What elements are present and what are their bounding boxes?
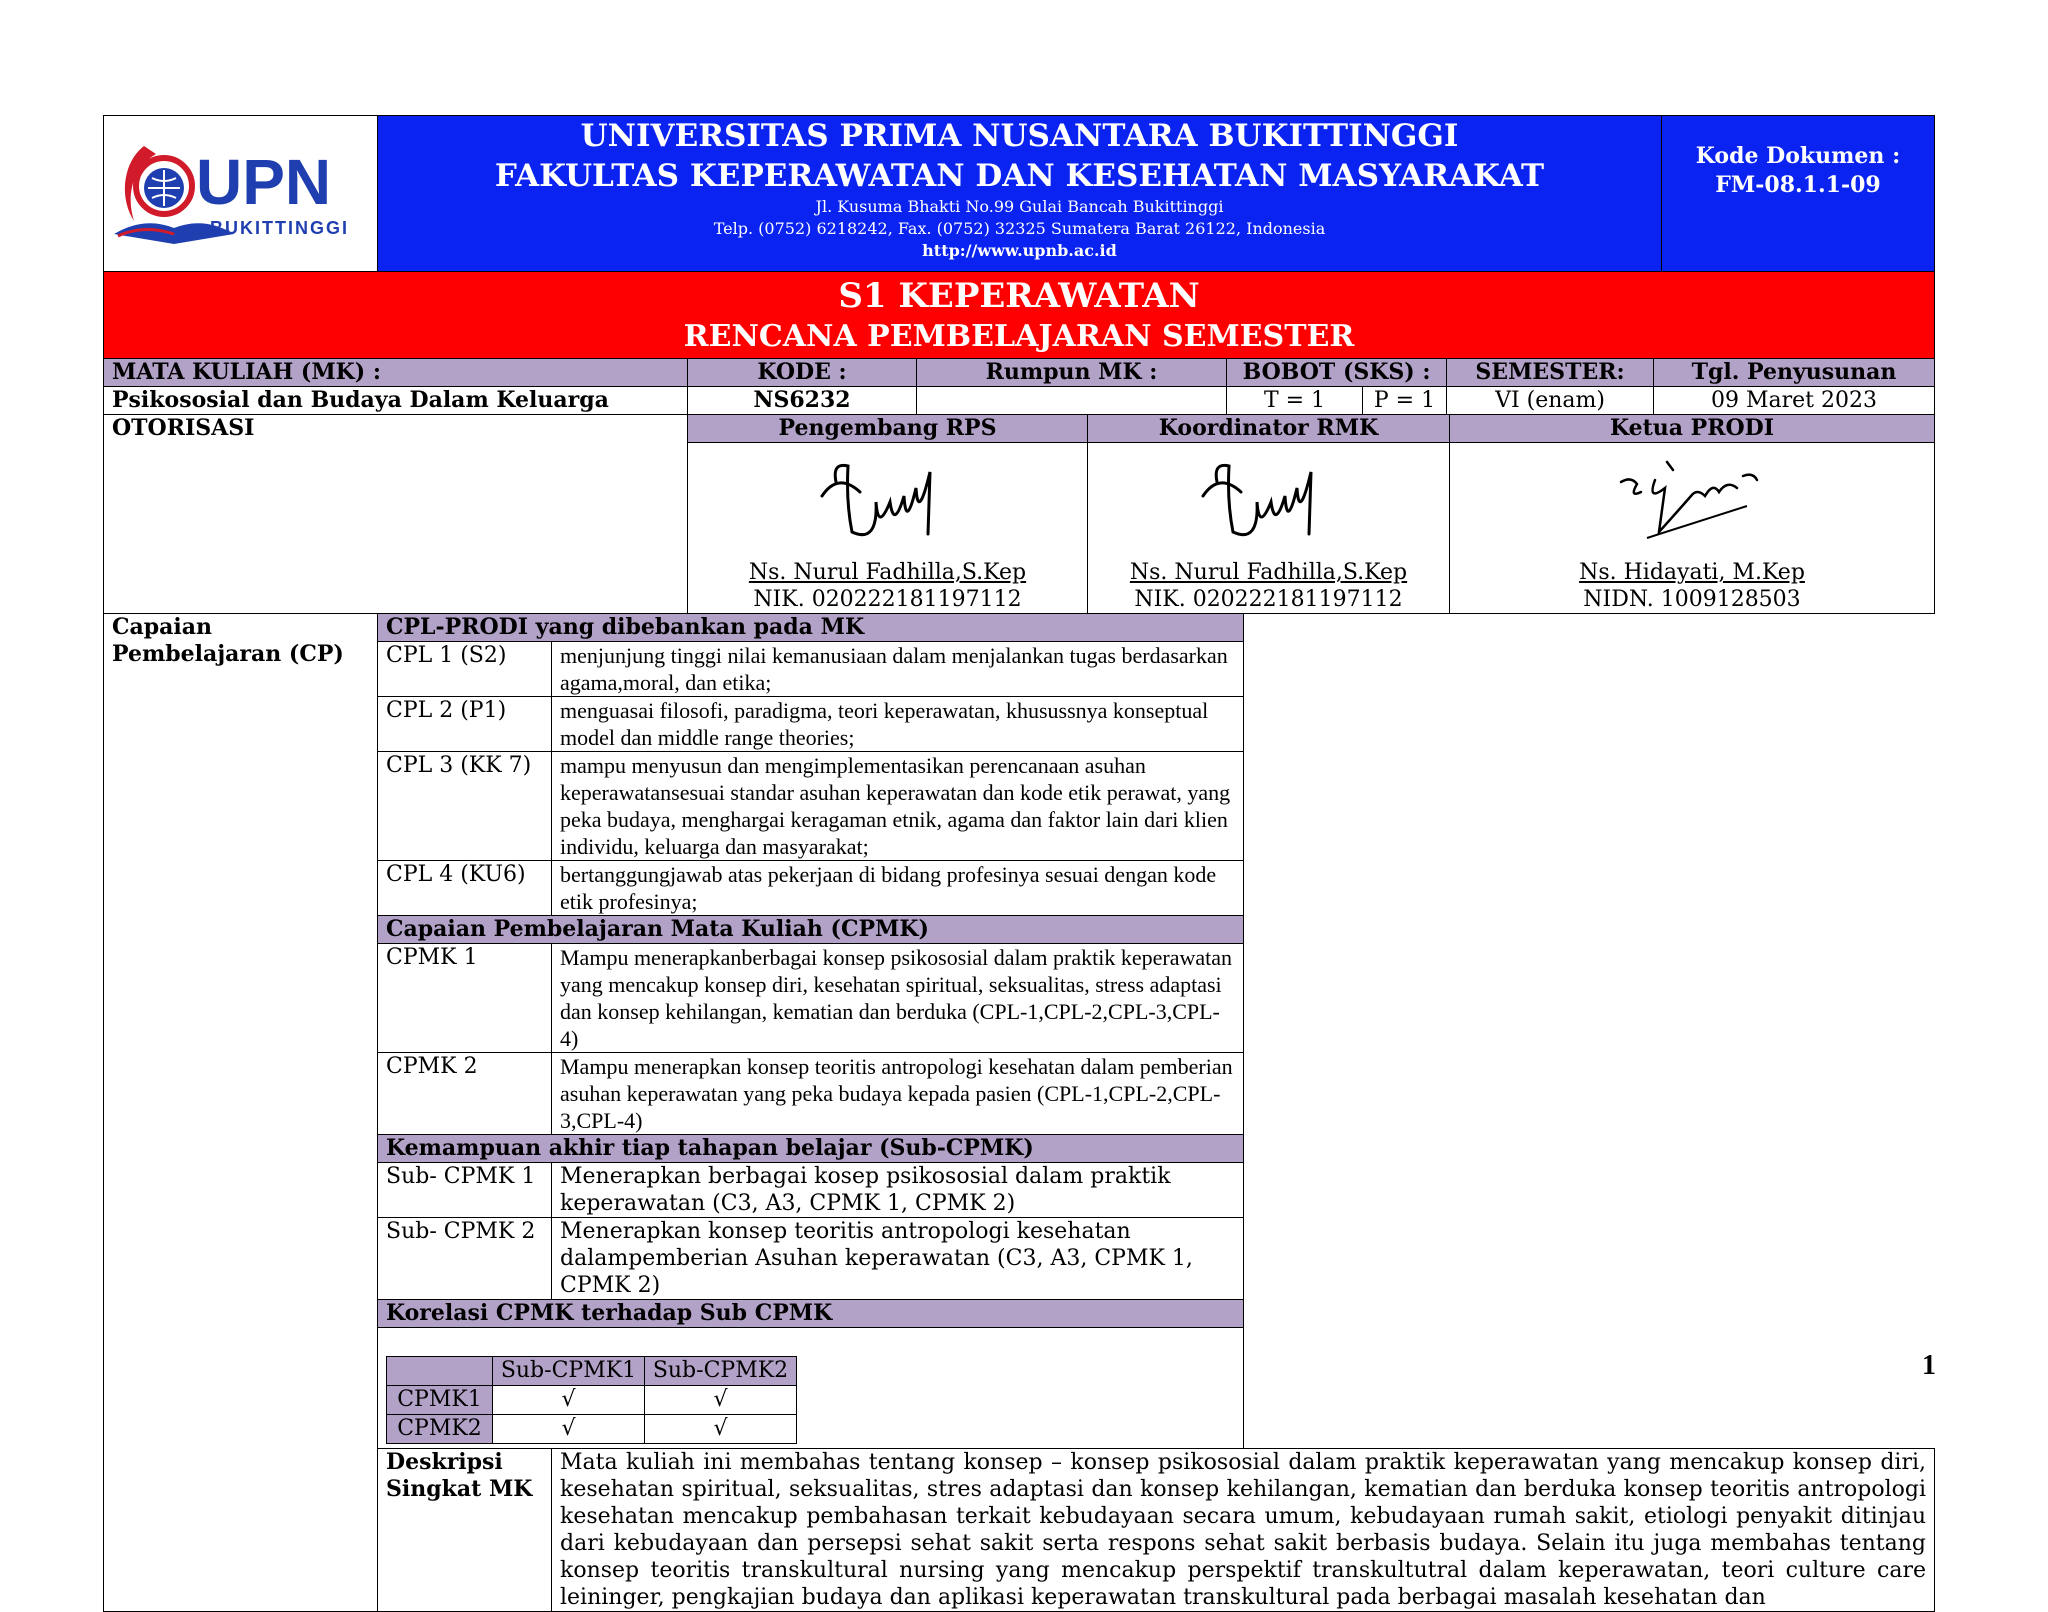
cpmk-code: CPMK 1 bbox=[378, 944, 552, 1053]
check-mark: √ bbox=[645, 1415, 797, 1444]
table-row bbox=[104, 642, 1935, 697]
ketua-name: Ns. Hidayati, M.Kep bbox=[1579, 560, 1805, 585]
document-title: RENCANA PEMBELAJARAN SEMESTER bbox=[683, 319, 1355, 354]
logo-cell bbox=[104, 116, 378, 272]
pengembang-name: Ns. Nurul Fadhilla,S.Kep bbox=[748, 560, 1027, 585]
koordinator-signature-cell bbox=[1088, 443, 1450, 614]
cp-label bbox=[104, 614, 378, 1612]
course-info-table bbox=[103, 358, 1935, 415]
kode-value: NS6232 bbox=[688, 387, 917, 415]
cpmk-text: Mampu menerapkan konsep teoritis antropologi kesehatan dalam pemberian asuhan keperawatan yang peka budaya kepada pasien (CPL-1,CPL-2,CPL-3,CPL-4) bbox=[552, 1053, 1244, 1135]
sks-t-value: T = 1 bbox=[1227, 387, 1363, 415]
otorisasi-table bbox=[103, 414, 1935, 614]
cpl-text: menguasai filosofi, paradigma, teori keperawatan, khusussnya konseptual model dan middle range theories; bbox=[552, 697, 1244, 752]
table-row bbox=[104, 1163, 1935, 1218]
doc-code-block bbox=[1662, 116, 1935, 272]
koordinator-label: Koordinator RMK bbox=[1088, 415, 1450, 443]
page-number: 1 bbox=[1922, 1350, 1936, 1381]
korelasi-header: Korelasi CPMK terhadap Sub CPMK bbox=[378, 1300, 1244, 1328]
cpl-code: CPL 4 (KU6) bbox=[378, 861, 552, 916]
rps-document bbox=[103, 115, 1935, 1612]
table-row bbox=[104, 697, 1935, 752]
mk-label: MATA KULIAH (MK) : bbox=[104, 359, 688, 387]
cpl-code: CPL 1 (S2) bbox=[378, 642, 552, 697]
header-table bbox=[103, 115, 1935, 359]
ketua-id: NIDN. 1009128503 bbox=[1583, 587, 1801, 612]
cp-label-line-2: Pembelajaran (CP) bbox=[112, 641, 344, 667]
cpl-code: CPL 3 (KK 7) bbox=[378, 752, 552, 861]
website-link[interactable]: http://www.upnb.ac.id bbox=[922, 241, 1117, 260]
deskripsi-label: Deskripsi Singkat MK bbox=[378, 1449, 552, 1612]
cpmk-text: Mampu menerapkanberbagai konsep psikososial dalam praktik keperawatan yang mencakup konsep diri, kesehatan spiritual, seksualitas, stress adaptasi dan konsep kehilangan, kematian dan berduka (CPL-1,CPL-2,CPL-3,CPL-4) bbox=[552, 944, 1244, 1053]
table-row bbox=[104, 861, 1935, 916]
program-title: S1 KEPERAWATAN bbox=[838, 276, 1200, 316]
pengembang-id: NIK. 020222181197112 bbox=[753, 587, 1022, 612]
cpl-text: menjunjung tinggi nilai kemanusiaan dalam menjalankan tugas berdasarkan agama,moral, dan etika; bbox=[552, 642, 1244, 697]
cp-label-line-1: Capaian bbox=[112, 614, 213, 640]
deskripsi-text: Mata kuliah ini membahas tentang konsep – konsep psikososial dalam praktik keperawatan yang mencakup konsep diri, kesehatan spiritual, seksualitas, stres adaptasi dan konsep kehilangan, kematian dan berduka konsep teoritis antropologi kesehatan mencakup pembahasan terkait kebudayaan secara umum, kebudayaan rumah sakit, etiologi penyakit ditinjau dari kebudayaan dan persepsi sehat sakit serta respons sehat sakit berbasis budaya. Selain itu juga membahas tentang konsep teoritis transkultural nursing yang mencakup perspektif transkultutral dalam keperawatan, teori culture care leininger, pengkajian budaya dan aplikasi keperawatan transkultural pada berbagai masalah kesehatan dan bbox=[552, 1449, 1935, 1612]
cpl-code: CPL 2 (P1) bbox=[378, 697, 552, 752]
doc-code-label: Kode Dokumen : bbox=[1695, 143, 1901, 169]
cpmk-code: CPMK 2 bbox=[378, 1053, 552, 1135]
institution-block bbox=[378, 116, 1662, 272]
korelasi-cell bbox=[378, 1328, 1244, 1449]
address-line-1: Jl. Kusuma Bhakti No.99 Gulai Bancah Bukittinggi bbox=[815, 197, 1224, 216]
korelasi-row-header: CPMK2 bbox=[387, 1415, 493, 1444]
signature-ketua bbox=[1607, 452, 1777, 552]
subcpmk-text: Menerapkan konsep teoritis antropologi kesehatan dalampemberian Asuhan keperawatan (C3, A3, CPMK 1, CPMK 2) bbox=[552, 1218, 1244, 1300]
table-row bbox=[104, 752, 1935, 861]
ketua-signature-cell bbox=[1450, 443, 1935, 614]
korelasi-table bbox=[386, 1356, 797, 1444]
cpl-text: bertanggungjawab atas pekerjaan di bidang profesinya sesuai dengan kode etik profesinya; bbox=[552, 861, 1244, 916]
pengembang-label: Pengembang RPS bbox=[688, 415, 1088, 443]
korelasi-col-header: Sub-CPMK2 bbox=[645, 1357, 797, 1386]
table-row bbox=[104, 944, 1935, 1053]
cpmk-header: Capaian Pembelajaran Mata Kuliah (CPMK) bbox=[378, 916, 1244, 944]
korelasi-col-header: Sub-CPMK1 bbox=[493, 1357, 645, 1386]
cpl-header: CPL-PRODI yang dibebankan pada MK bbox=[378, 614, 1244, 642]
signature-pengembang bbox=[818, 452, 958, 552]
otorisasi-label: OTORISASI bbox=[104, 415, 688, 614]
signature-koordinator bbox=[1199, 452, 1339, 552]
upn-logo bbox=[104, 116, 374, 264]
pengembang-signature-cell bbox=[688, 443, 1088, 614]
sks-p-value: P = 1 bbox=[1363, 387, 1447, 415]
address-line-2: Telp. (0752) 6218242, Fax. (0752) 32325 Sumatera Barat 26122, Indonesia bbox=[713, 219, 1326, 238]
kode-label: KODE : bbox=[688, 359, 917, 387]
table-row bbox=[104, 1218, 1935, 1300]
logo-subtext: BUKITTINGGI bbox=[210, 218, 349, 238]
subcpmk-header: Kemampuan akhir tiap tahapan belajar (Sub-CPMK) bbox=[378, 1135, 1244, 1163]
university-name: UNIVERSITAS PRIMA NUSANTARA BUKITTINGGI bbox=[580, 118, 1459, 154]
check-mark: √ bbox=[645, 1386, 797, 1415]
rumpun-label: Rumpun MK : bbox=[917, 359, 1227, 387]
korelasi-row-header: CPMK1 bbox=[387, 1386, 493, 1415]
title-banner bbox=[104, 272, 1935, 359]
check-mark: √ bbox=[493, 1386, 645, 1415]
tgl-value: 09 Maret 2023 bbox=[1654, 387, 1935, 415]
tgl-label: Tgl. Penyusunan bbox=[1654, 359, 1935, 387]
koordinator-id: NIK. 020222181197112 bbox=[1134, 587, 1403, 612]
doc-code-value: FM-08.1.1-09 bbox=[1715, 172, 1881, 198]
table-row bbox=[104, 1053, 1935, 1135]
cp-table bbox=[103, 613, 1935, 1612]
faculty-name: FAKULTAS KEPERAWATAN DAN KESEHATAN MASYARAKAT bbox=[494, 158, 1545, 194]
subcpmk-code: Sub- CPMK 1 bbox=[378, 1163, 552, 1218]
koordinator-name: Ns. Nurul Fadhilla,S.Kep bbox=[1129, 560, 1408, 585]
korelasi-corner bbox=[387, 1357, 493, 1386]
rumpun-value bbox=[917, 387, 1227, 415]
subcpmk-code: Sub- CPMK 2 bbox=[378, 1218, 552, 1300]
semester-label: SEMESTER: bbox=[1447, 359, 1654, 387]
subcpmk-text: Menerapkan berbagai kosep psikososial dalam praktik keperawatan (C3, A3, CPMK 1, CPMK 2) bbox=[552, 1163, 1244, 1218]
mk-value: Psikososial dan Budaya Dalam Keluarga bbox=[104, 387, 688, 415]
check-mark: √ bbox=[493, 1415, 645, 1444]
logo-text: UPN bbox=[196, 146, 332, 218]
cpl-text: mampu menyusun dan mengimplementasikan perencanaan asuhan keperawatansesuai standar asuhan keperawatan dan kode etik perawat, yang peka budaya, menghargai keragaman etnik, agama dan faktor lain dari klien individu, keluarga dan masyarakat; bbox=[552, 752, 1244, 861]
ketua-label: Ketua PRODI bbox=[1450, 415, 1935, 443]
semester-value: VI (enam) bbox=[1447, 387, 1654, 415]
bobot-label: BOBOT (SKS) : bbox=[1227, 359, 1447, 387]
